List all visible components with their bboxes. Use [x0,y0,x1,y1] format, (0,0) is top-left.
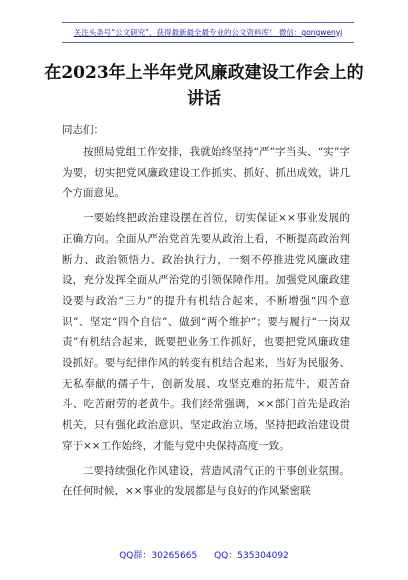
paragraph: 按照局党组工作安排，我就始终坚持“严”字当头、“实”字为要，切实把党风廉政建设工作抓实、抓好、抓出成效，讲几个方面意见。 [62,146,350,200]
qq-group-text: QQ群：30265665 [119,551,198,561]
document-title: 在2023年上半年党风廉政建设工作会上的讲话 [44,63,364,109]
paragraph: 一要始终把政治建设摆在首位，切实保证××事业发展的正确方向。全面从严治党首先要从政治上看，不断提高政治判断力、政治领悟力、政治执行力，一刻不停推进党风廉政建设，充分发挥全面从严治党的引领保障作用。加强党风廉政建设要与政治“三力”的提升有机结合起来，不断增强“四个意识”、坚定“四个自信”、做到“两个维护”；要与履行“一岗双责”有机结合起来，既要把业务工作抓好，也要把党风廉政建设抓好。要与纪律作风的转变有机结合起来，当好为民服务、无私奉献的孺子牛，创新发展、攻坚克难的拓荒牛，艰苦奋斗、吃苦耐劳的老黄牛。我们经常强调，××部门首先是政治机关，只有强化政治意识、坚定政治立场，坚持把政治建设贯穿于××工作始终，才能与党中央保持高度一致。 [62,212,350,452]
qq-text: QQ：535304092 [214,551,289,561]
document-body [62,142,350,506]
paragraph: 二要持续强化作风建设，营造风清气正的干事创业氛围。在任何时候，××事业的发展都是与良好的作风紧密联 [62,464,350,498]
top-banner[interactable]: 关注头条号“公文研究”，获得最新最全最专业的公文资料库！ 微信：gongwenyj [62,22,354,43]
salutation: 同志们： [62,124,104,136]
footer-contact [0,548,408,561]
